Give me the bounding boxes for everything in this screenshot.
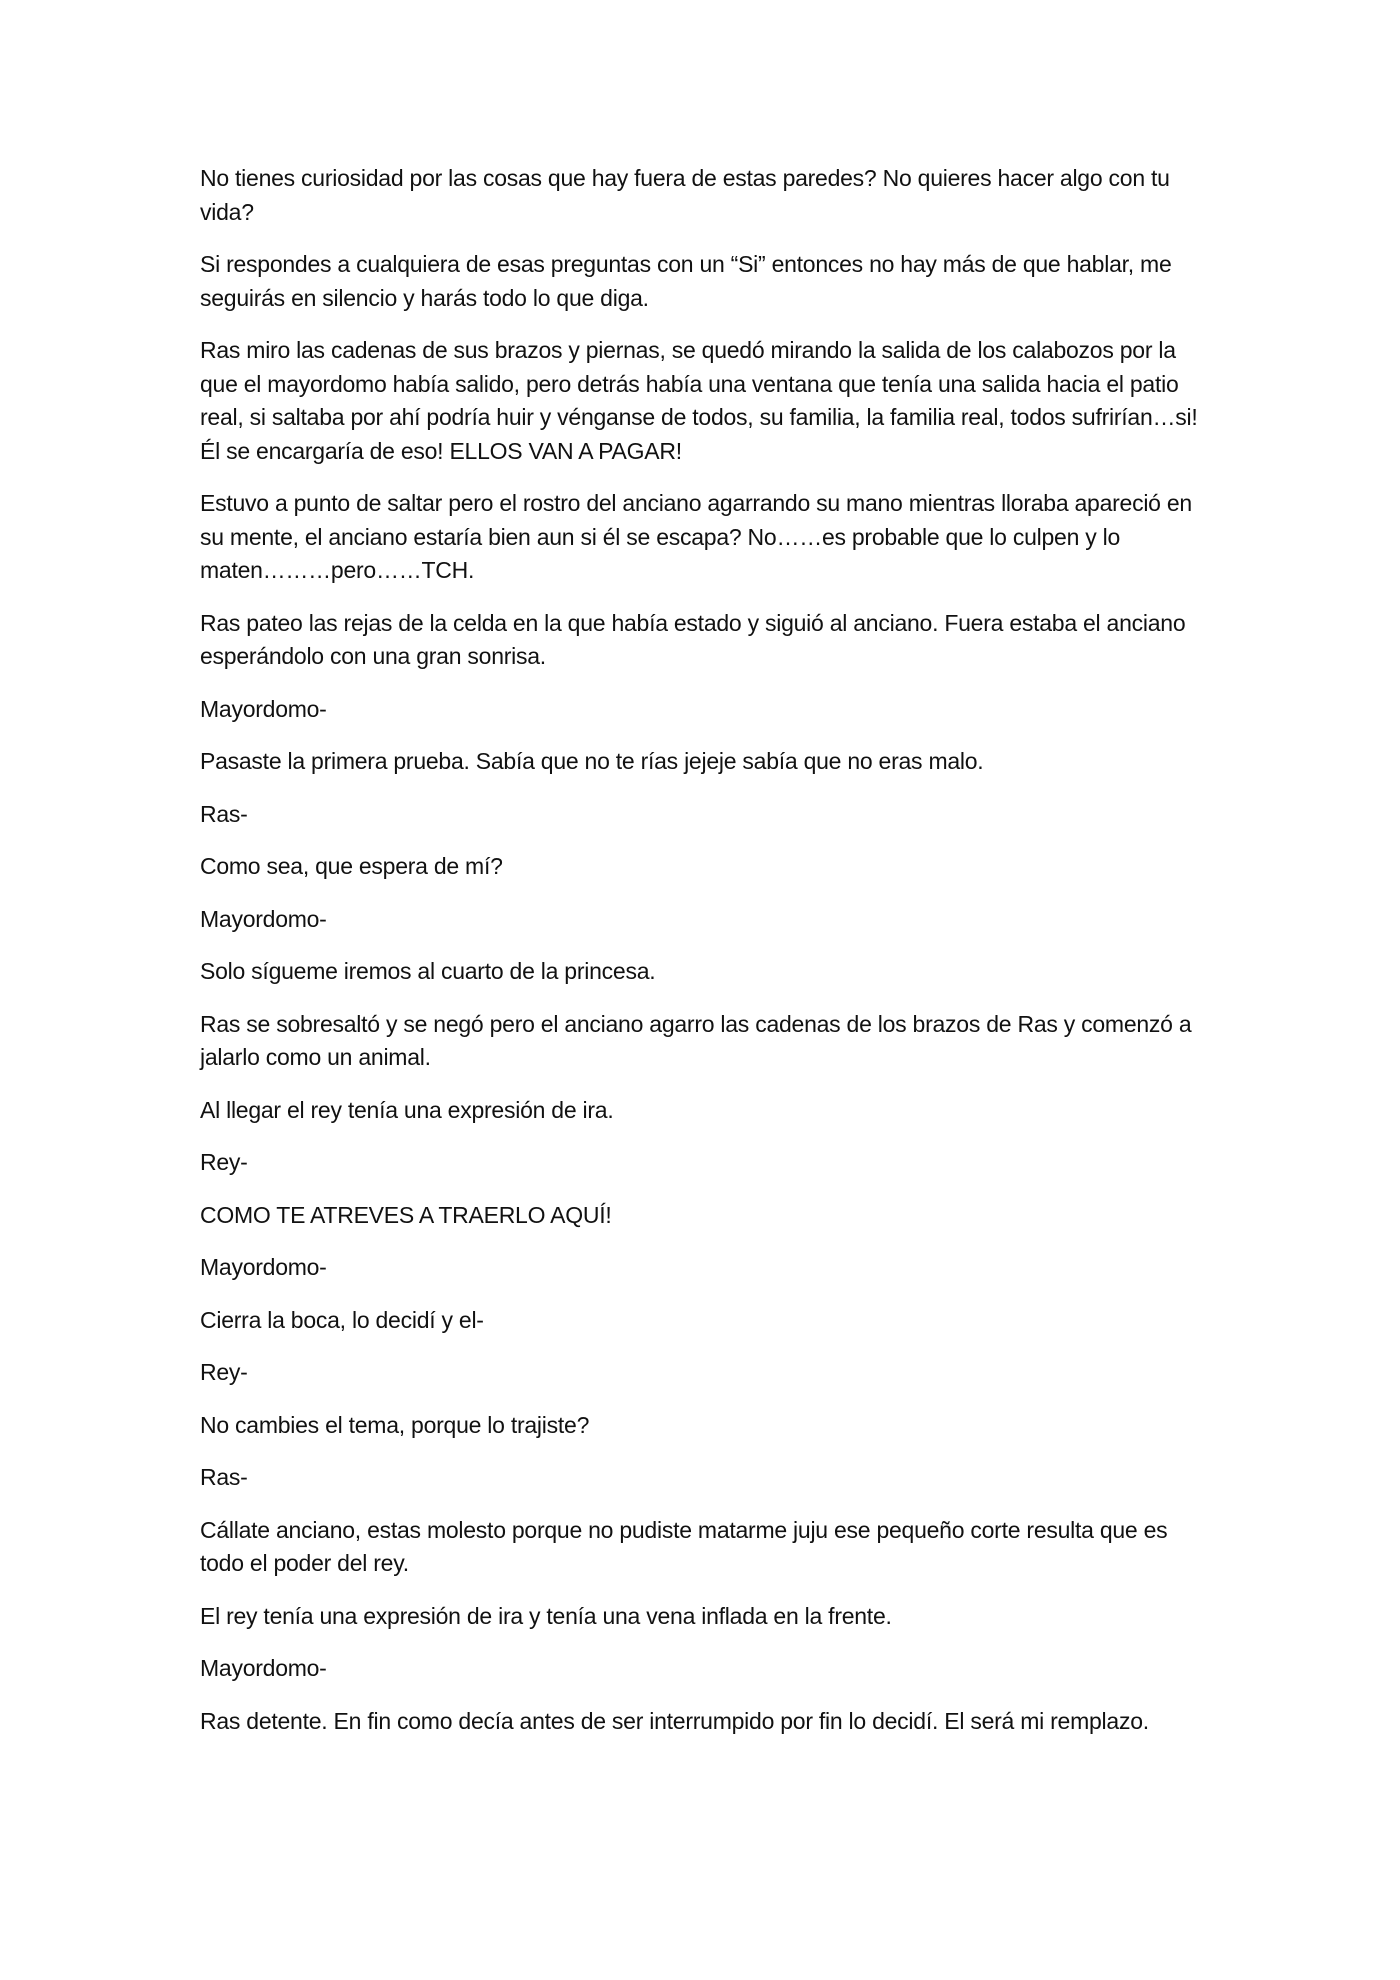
dialogue-line: Cierra la boca, lo decidí y el-: [200, 1306, 484, 1333]
paragraph: Ras miro las cadenas de sus brazos y piernas, se quedó mirando la salida de los calabozos por la que el mayordomo había salido, pero detrás había una ventana que tenía una salida hacia el patio real, si saltaba por ahí podría huir y vénganse de todos, su familia, la familia real, todos sufrirían…si! Él se encargaría de eso! ELLOS VAN A PAGAR!: [200, 337, 1198, 464]
dialogue-line: No cambies el tema, porque lo trajiste?: [200, 1411, 590, 1438]
dialogue-line: Cállate anciano, estas molesto porque no pudiste matarme juju ese pequeño corte resulta que es todo el poder del rey.: [200, 1516, 1168, 1576]
dialogue-line: Solo sígueme iremos al cuarto de la princesa.: [200, 958, 656, 984]
speaker-label: Rey-: [200, 1149, 248, 1175]
dialogue-line: COMO TE ATREVES A TRAERLO AQUÍ!: [200, 1201, 612, 1228]
speaker-label: Ras-: [200, 1464, 248, 1490]
speaker-label: Mayordomo-: [200, 1655, 327, 1681]
paragraph: Ras pateo las rejas de la celda en la que había estado y siguió al anciano. Fuera estaba el anciano esperándolo con una gran sonrisa.: [200, 609, 1186, 669]
paragraph: Al llegar el rey tenía una expresión de ira.: [200, 1096, 614, 1123]
paragraph: No tienes curiosidad por las cosas que hay fuera de estas paredes? No quieres hacer algo con tu vida?: [200, 165, 1170, 225]
dialogue-line: Como sea, que espera de mí?: [200, 853, 503, 879]
speaker-label: Mayordomo-: [200, 695, 327, 722]
speaker-label: Mayordomo-: [200, 1254, 327, 1280]
speaker-label: Ras-: [200, 800, 248, 827]
paragraph: Estuvo a punto de saltar pero el rostro del anciano agarrando su mano mientras lloraba apareció en su mente, el anciano estaría bien aun si él se escapa? No……es probable que lo culpen y lo maten………pero……TCH.: [200, 490, 1192, 583]
dialogue-line: Pasaste la primera prueba. Sabía que no te rías jejeje sabía que no eras malo.: [200, 748, 984, 774]
paragraph: El rey tenía una expresión de ira y tenía una vena inflada en la frente.: [200, 1602, 892, 1629]
speaker-label: Mayordomo-: [200, 905, 327, 932]
paragraph: Ras se sobresaltó y se negó pero el anciano agarro las cadenas de los brazos de Ras y comenzó a jalarlo como un animal.: [200, 1010, 1192, 1070]
paragraph: Si respondes a cualquiera de esas preguntas con un “Si” entonces no hay más de que hablar, me seguirás en silencio y harás todo lo que diga.: [200, 251, 1172, 311]
dialogue-line: Ras detente. En fin como decía antes de ser interrumpido por fin lo decidí. El será mi remplazo.: [200, 1707, 1149, 1734]
speaker-label: Rey-: [200, 1359, 248, 1385]
